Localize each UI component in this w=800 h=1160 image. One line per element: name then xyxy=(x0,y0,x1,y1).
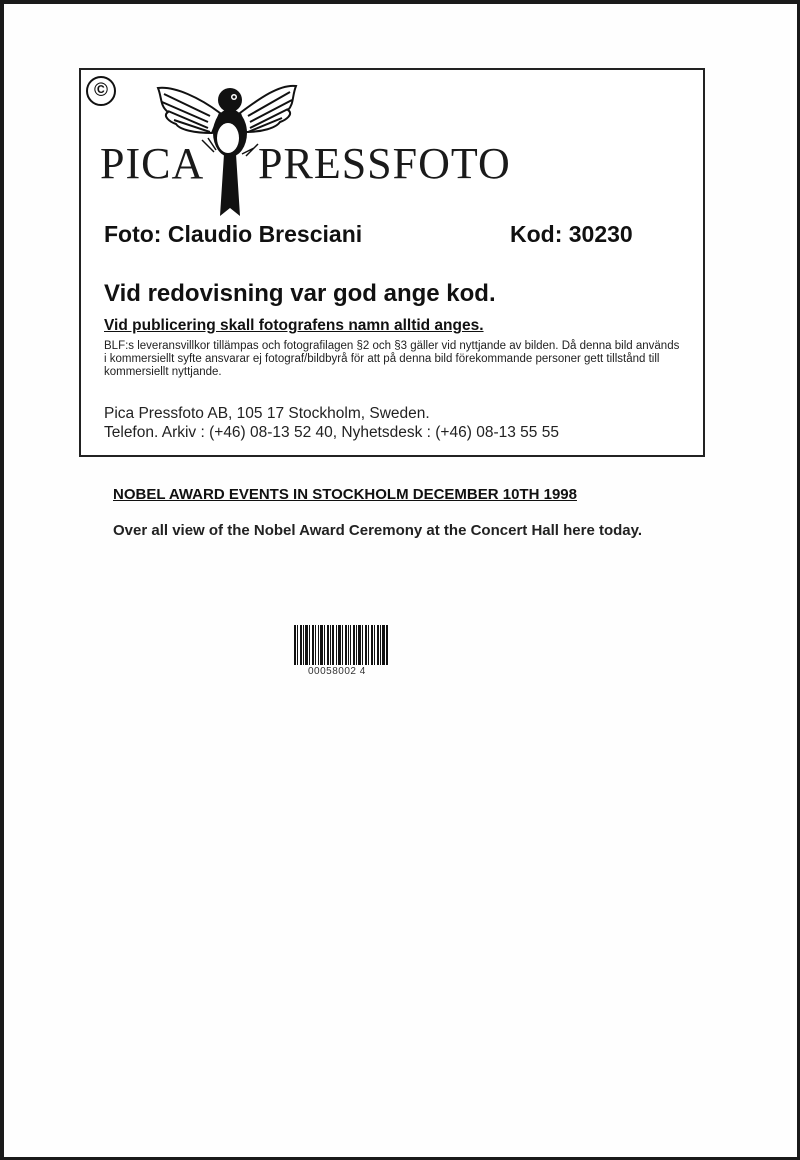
article-headline: NOBEL AWARD EVENTS IN STOCKHOLM DECEMBER 10TH 1998 xyxy=(113,486,577,503)
agency-address: Pica Pressfoto AB, 105 17 Stockholm, Sweden. xyxy=(104,405,430,422)
logo-text-pressfoto: PRESSFOTO xyxy=(258,139,511,188)
barcode-number: 00058002 4 xyxy=(308,666,366,677)
article-caption: Over all view of the Nobel Award Ceremony at the Concert Hall here today. xyxy=(113,522,643,539)
code-notice: Vid redovisning var god ange kod. xyxy=(104,280,496,307)
usage-terms: BLF:s leveransvillkor tillämpas och fotografilagen §2 och §3 gäller vid nyttjande av bilden. Då denna bild används i kommersiellt syfte ansvarar ej fotograf/bildbyrå för att på denna bild förekommande personer gett tillstånd till kommersiellt nyttjande. xyxy=(104,340,680,378)
publication-notice: Vid publicering skall fotografens namn alltid anges. xyxy=(104,317,484,334)
copyright-icon: © xyxy=(86,76,116,106)
barcode-icon xyxy=(294,625,390,665)
photographer-credit: Foto: Claudio Bresciani xyxy=(104,221,363,247)
agency-contact xyxy=(104,404,559,442)
logo-text-pica: PICA xyxy=(100,139,205,188)
photo-code: Kod: 30230 xyxy=(510,221,633,247)
agency-phone: Telefon. Arkiv : (+46) 08-13 52 40, Nyhetsdesk : (+46) 08-13 55 55 xyxy=(104,424,559,441)
